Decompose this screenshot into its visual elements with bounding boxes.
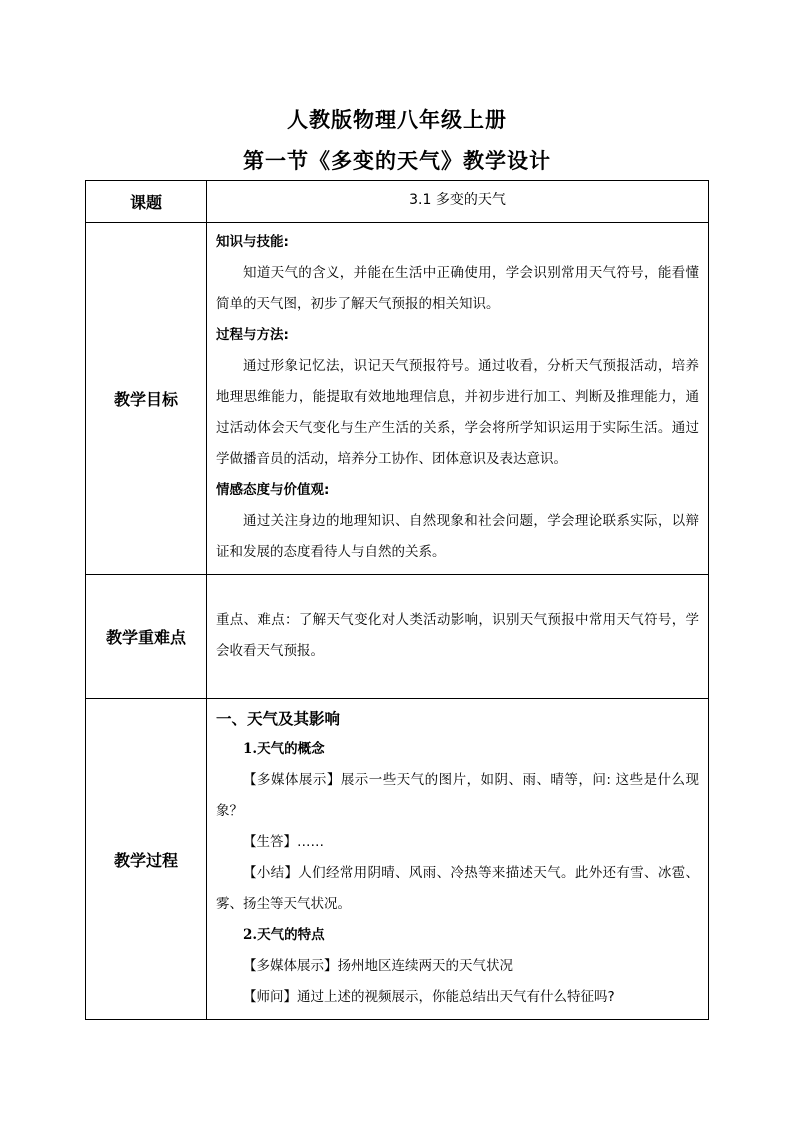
process-method-text: 通过形象记忆法，识记天气预报符号。通过收看，分析天气预报活动，培养地理思维能力，能提取有效地地理信息，并初步进行加工、判断及推理能力，通过活动体会天气变化与生产生活的关系，学会将所学知识运用于实际生活。通过学做播音员的活动，培养分工协作、团体意识及表达意识。 bbox=[216, 358, 699, 467]
attitude-text: 通过关注身边的地理知识、自然现象和社会问题，学会理论联系实际，以辩证和发展的态度看待人与自然的关系。 bbox=[216, 513, 699, 560]
table-row-topic bbox=[86, 181, 709, 223]
document-subtitle: 第一节《多变的天气》教学设计 bbox=[243, 148, 551, 173]
process-paragraph-1: 【多媒体展示】展示一些天气的图片，如阴、雨、晴等，问: 这些是什么现象？ bbox=[216, 772, 699, 819]
attitude-heading: 情感态度与价值观: bbox=[216, 482, 330, 498]
knowledge-heading: 知识与技能: bbox=[216, 234, 289, 250]
process-label: 教学过程 bbox=[86, 699, 207, 1020]
table-row-objectives bbox=[86, 223, 709, 575]
knowledge-text: 知道天气的含义，并能在生活中正确使用，学会识别常用天气符号，能看懂简单的天气图，初步了解天气预报的相关知识。 bbox=[216, 265, 699, 312]
key-points-label: 教学重难点 bbox=[86, 575, 207, 699]
key-points-text: 重点、难点：了解天气变化对人类活动影响，识别天气预报中常用天气符号，学会收看天气预报。 bbox=[216, 611, 699, 659]
subheading-weather-features: 2.天气的特点 bbox=[243, 927, 325, 943]
process-paragraph-4: 【多媒体展示】扬州地区连续两天的天气状况 bbox=[243, 958, 513, 974]
topic-value: 3.1 多变的天气 bbox=[207, 181, 709, 223]
subheading-weather-concept: 1.天气的概念 bbox=[243, 741, 325, 757]
table-row-process bbox=[86, 699, 709, 1020]
process-paragraph-2: 【生答】…… bbox=[243, 834, 324, 850]
process-content bbox=[207, 699, 709, 1020]
objectives-label: 教学目标 bbox=[86, 223, 207, 575]
objectives-content bbox=[207, 223, 709, 575]
process-paragraph-5: 【师问】通过上述的视频展示，你能总结出天气有什么特征吗? bbox=[243, 989, 615, 1005]
document-title: 人教版物理八年级上册 bbox=[287, 107, 507, 132]
section-heading-weather: 一、天气及其影响 bbox=[216, 709, 341, 728]
topic-label: 课题 bbox=[86, 181, 207, 223]
key-points-content bbox=[207, 575, 709, 699]
process-paragraph-3: 【小结】人们经常用阴晴、风雨、冷热等来描述天气。此外还有雪、冰雹、雾、扬尘等天气状况。 bbox=[216, 865, 699, 912]
table-row-key-points bbox=[86, 575, 709, 699]
process-method-heading: 过程与方法: bbox=[216, 327, 289, 343]
lesson-plan-table bbox=[85, 180, 709, 1020]
